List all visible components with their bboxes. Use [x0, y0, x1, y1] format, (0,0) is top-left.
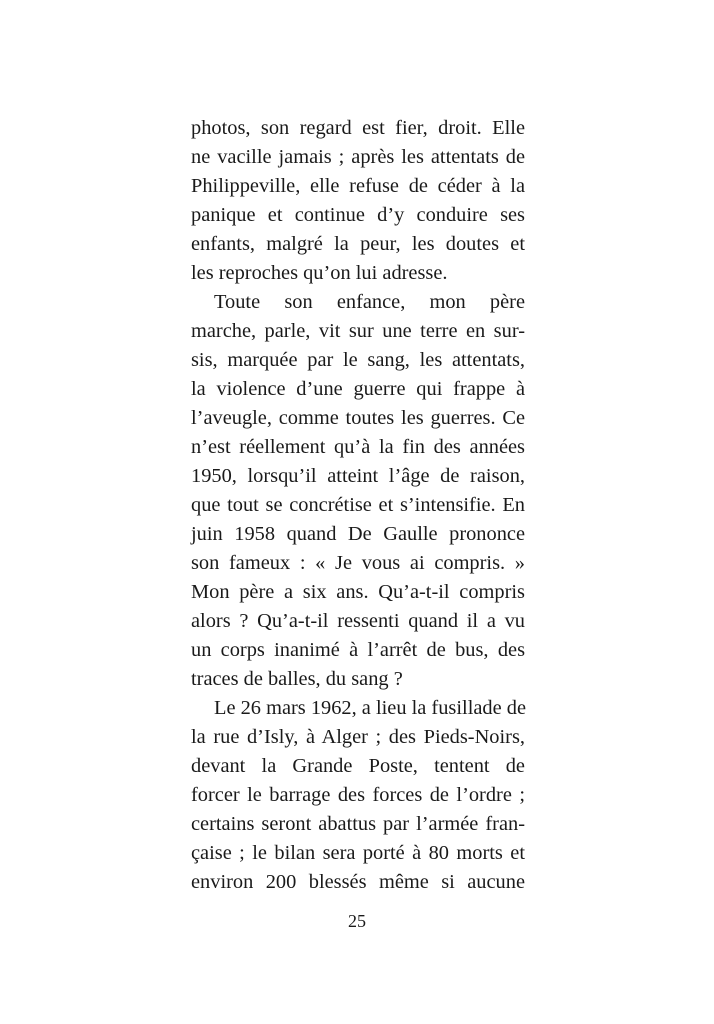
text-line: n’est réellement qu’à la fin des années [191, 436, 525, 458]
text-line: Mon père a six ans. Qu’a-t-il compris [191, 581, 525, 603]
text-line: 1950, lorsqu’il atteint l’âge de raison, [191, 465, 525, 487]
text-line: juin 1958 quand De Gaulle prononce [191, 523, 525, 545]
text-line: devant la Grande Poste, tentent de [191, 755, 525, 777]
text-line: forcer le barrage des forces de l’ordre ; [191, 784, 525, 806]
text-line: panique et continue d’y conduire ses [191, 204, 525, 226]
text-line: la violence d’une guerre qui frappe à [191, 378, 525, 400]
text-line: enfants, malgré la peur, les doutes et [191, 233, 525, 255]
paragraph [191, 694, 525, 897]
text-line: çaise ; le bilan sera porté à 80 morts et [191, 842, 525, 864]
text-line: les reproches qu’on lui adresse. [191, 262, 448, 284]
text-line: Le 26 mars 1962, a lieu la fusillade de [214, 697, 526, 719]
text-line: que tout se concrétise et s’intensifie. En [191, 494, 525, 516]
body-text [191, 114, 525, 897]
text-line: traces de balles, du sang ? [191, 668, 403, 690]
text-line: sis, marquée par le sang, les attentats, [191, 349, 525, 371]
text-line: Philippeville, elle refuse de céder à la [191, 175, 525, 197]
paragraph [191, 114, 525, 288]
text-line: certains seront abattus par l’armée fran- [191, 813, 525, 835]
text-line: Toute son enfance, mon père [214, 291, 525, 313]
text-line: un corps inanimé à l’arrêt de bus, des [191, 639, 525, 661]
text-line: alors ? Qu’a-t-il ressenti quand il a vu [191, 610, 525, 632]
page-number: 25 [348, 911, 366, 931]
text-line: son fameux : « Je vous ai compris. » [191, 552, 525, 574]
paragraph [191, 288, 525, 694]
text-line: la rue d’Isly, à Alger ; des Pieds-Noirs, [191, 726, 525, 748]
text-line: photos, son regard est fier, droit. Elle [191, 117, 525, 139]
text-line: environ 200 blessés même si aucune [191, 871, 525, 893]
text-line: l’aveugle, comme toutes les guerres. Ce [191, 407, 525, 429]
text-line: marche, parle, vit sur une terre en sur- [191, 320, 525, 342]
text-line: ne vacille jamais ; après les attentats de [191, 146, 525, 168]
